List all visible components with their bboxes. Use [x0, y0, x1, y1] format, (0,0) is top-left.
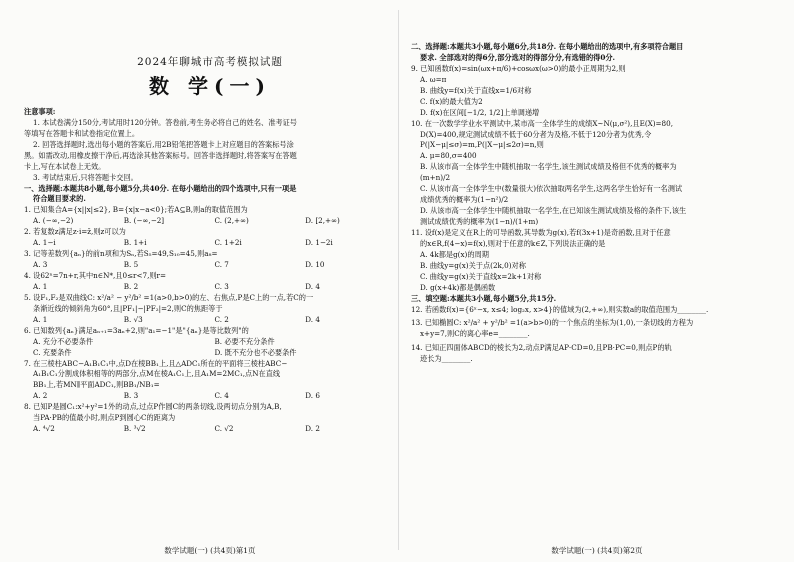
option-b: B. 2: [123, 281, 139, 291]
question-stem: 6. 已知数列{aₙ}满足aₙ₊₁=3aₙ+2,则"a₁=−1"是"{aₙ}是等比数列"的: [24, 325, 249, 335]
option-d-cont: 测试成绩优秀的概率为(1−n)/(1+m): [420, 217, 539, 226]
question-1: [24, 205, 396, 227]
option-a: A. 1−i: [33, 238, 56, 248]
question-stem: 9. 已知函数f(x)=sin(ωx+π/6)+cosωx(ω>0)的最小正周期为2,则: [411, 63, 626, 73]
option-d: D. 10: [305, 260, 325, 270]
question-2: [24, 227, 396, 249]
option-d: D. 既不充分也不必要条件: [214, 347, 297, 357]
notice-line: 黑。如需改动,用橡皮擦干净后,再选涂其他答案标号。回答非选择题时,将答案写在答题: [24, 150, 297, 160]
option-b: B. 1+i: [123, 238, 147, 248]
option-a: A. 充分不必要条件: [33, 336, 94, 346]
page-2: [411, 0, 783, 562]
notice-line: 3. 考试结束后,只将答题卡交回。: [33, 172, 138, 182]
question-9: [411, 64, 783, 119]
option-d: D. 从该市高一全体学生中随机抽取一名学生,在已知该生测试成绩及格的条件下,该生: [420, 206, 687, 216]
question-13: [411, 318, 783, 340]
section-1-heading: 一、选择题:本题共8小题,每小题5分,共40分. 在每小题给出的四个选项中,只有一项是: [24, 183, 297, 193]
option-d: D. [2,+∞): [305, 216, 340, 226]
option-d: D. f(x)在区间[−1/2, 1/2]上单调递增: [420, 107, 540, 117]
option-b: B. 从该市高一全体学生中随机抽取一名学生,该生测试成绩及格但不优秀的概率为: [420, 162, 677, 172]
option-c: C. √2: [214, 424, 234, 434]
option-b: B. 曲线y=g(x)关于点(2k,0)对称: [420, 260, 526, 270]
option-c: C. 7: [214, 260, 229, 270]
section-2-heading: 二、选择题:本题共3小题,每小题6分,共18分. 在每小题给出的选项中,有多项符合题目: [411, 42, 684, 51]
section-1-heading-cont: 符合题目要求的.: [33, 194, 86, 204]
notice-line: 等填写在答题卡和试卷指定位置上。: [24, 128, 140, 138]
question-stem-cont: D(X)=400,规定测试成绩不低于60分者为及格,不低于120分者为优秀,令: [420, 129, 652, 139]
question-10: [411, 119, 783, 228]
question-stem-cont: x+y=7,则C的离心率e=________.: [420, 329, 530, 339]
option-c: C. 4: [214, 391, 229, 401]
question-stem: 8. 已知P是圆C₁:x²+y²=1外的动点,过点P作圆C的两条切线,设两切点分别为A,B,: [24, 402, 282, 412]
section-3-heading: 三、填空题:本题共3小题,每小题5分,共15分.: [411, 293, 557, 303]
question-stem: 2. 若复数z满足z·i=z̄,则z可以为: [24, 227, 126, 237]
page-footer: 数学试题(一) (共4页)第1页: [164, 545, 256, 555]
option-b: B. 3: [123, 391, 139, 401]
option-c: C. 曲线y=g(x)关于直线x=2k+1对称: [420, 271, 542, 281]
section-2-heading-cont: 要求. 全部选对的得6分,部分选对的得部分分,有选错的得0分.: [420, 52, 616, 62]
option-c-cont: 成绩优秀的概率为(1−n²)/2: [420, 195, 509, 205]
question-stem-cont: 当PA·PB的值最小时,则点P到圆心C的距离为: [33, 413, 176, 423]
page-footer: 数学试题(一) (共4页)第2页: [551, 545, 643, 555]
notice-heading: 注意事项:: [24, 106, 56, 116]
option-a: A. 4k都是g(x)的周期: [420, 249, 489, 259]
option-d: D. 1−2i: [305, 238, 333, 248]
option-b: B. ³√2: [123, 424, 146, 434]
question-stem: 13. 已知椭圆C: x²/a² + y²/b² =1(a>b>0)的一个焦点的坐标为(1,0),一条切线的方程为: [411, 318, 694, 328]
option-b: B. 曲线y=f(x)关于直线x=1/6对称: [420, 85, 532, 95]
option-a: A. 2: [33, 391, 48, 401]
option-c: C. f(x)的最大值为2: [420, 96, 483, 106]
question-6: [24, 326, 396, 359]
question-stem-cont: 迹长为________.: [420, 354, 473, 364]
question-8: [24, 402, 396, 435]
option-b: B. (−∞,−2]: [123, 216, 165, 226]
notice-line: 2. 回答选择题时,选出每小题的答案后,用2B铅笔把答题卡上对应题目的答案标号涂: [33, 139, 294, 149]
question-stem-cont: 条渐近线的倾斜角为60°,且|PF₁|−|PF₂|=2,则C的焦距等于: [33, 303, 223, 313]
question-3: [24, 249, 396, 271]
option-c: C. 充要条件: [33, 347, 72, 357]
question-11: [411, 228, 783, 294]
question-7: [24, 359, 396, 403]
option-a: A. 1: [33, 281, 48, 291]
question-stem: 1. 已知集合A={x||x|≤2}, B={x|x−a<0};若A⊆B,则a的取值范围为: [24, 205, 248, 215]
page-1: [24, 0, 396, 562]
option-b: B. √3: [123, 314, 143, 324]
question-stem: 10. 在一次数学学业水平测试中,某市高一全体学生的成绩X~N(μ,σ²),且E(X)=80,: [411, 118, 673, 128]
question-stem: 7. 在三棱柱ABC−A₁B₁C₁中,点D在棱BB₁上,且△ADC₁所在的平面将三棱柱ABC−: [24, 358, 288, 368]
question-stem: 12. 若函数f(x)={6ˣ−x, x≤4; log₂x, x>4}的值域为(2,+∞),则实数a的取值范围为________.: [411, 304, 709, 314]
question-stem: 5. 设F₁,F₂是双曲线C: x²/a² − y²/b² =1(a>0,b>0)的左、右焦点,P是C上的一点,若C的一: [24, 292, 314, 302]
question-stem: 11. 设f(x)是定义在R上的可导函数,其导数为g(x),若f(3x+1)是奇函数,且对于任意: [411, 227, 671, 237]
option-d: D. 4: [305, 314, 320, 324]
option-b: B. 必要不充分条件: [214, 336, 275, 346]
option-a: A. μ=80,σ=400: [420, 151, 477, 161]
question-5: [24, 293, 396, 326]
question-4: [24, 271, 396, 293]
option-d: D. 2: [305, 424, 320, 434]
option-a: A. ⁴√2: [33, 424, 55, 434]
exam-title: 2024年聊城市高考模拟试题: [137, 56, 283, 68]
subject-title: 数 学(一): [149, 73, 271, 98]
option-a: A. 1: [33, 314, 48, 324]
question-stem-cont: A₁B₁C₁分割成体积相等的两部分,点M在棱A₁C₁上,且A₁M=2MC₁,点N在直线: [33, 369, 281, 379]
option-c: C. 3: [214, 281, 229, 291]
question-12: [411, 305, 783, 316]
question-stem-cont: P(|X−μ|≤σ)=m,P(|X−μ|≤2σ)=n,则: [420, 140, 544, 150]
option-d: D. 6: [305, 391, 320, 401]
question-stem-cont: 的x∈R,f(4−x)=f(x),则对于任意的k∈Z,下列说法正确的是: [420, 238, 606, 248]
question-stem: 14. 已知正四面体ABCD的棱长为2,动点P满足AP·CD=0,且PB·PC=0,则点P的轨: [411, 343, 672, 353]
option-c: C. 1+2i: [214, 238, 242, 248]
question-stem-cont: BB₁上,若MN∥平面ADC₁,则BB₁/NB₁=: [33, 380, 160, 390]
option-d: D. 4: [305, 281, 320, 291]
option-a: A. ω=π: [420, 74, 447, 84]
option-a: A. (−∞,−2): [33, 216, 74, 226]
option-d: D. g(x+4k)都是偶函数: [420, 282, 496, 292]
option-c: C. 从该市高一全体学生中(数量很大)依次抽取两名学生,这两名学生恰好有一名测试: [420, 184, 683, 194]
page-divider: [398, 10, 399, 550]
question-stem: 4. 设62ⁿ=7n+r,其中n∈N*,且0≤r<7,则r=: [24, 271, 166, 281]
notice-line: 卡上,写在本试卷上无效。: [24, 161, 106, 171]
option-c: C. (2,+∞): [214, 216, 249, 226]
option-b-cont: (m+n)/2: [420, 173, 451, 183]
option-c: C. 2: [214, 314, 229, 324]
question-14: [411, 343, 783, 365]
option-b: B. 5: [123, 260, 139, 270]
question-stem: 3. 记等差数列{aₙ}的前n项和为Sₙ,若S₅=49,S₁₀=45,则a₈=: [24, 249, 218, 259]
option-a: A. 3: [33, 260, 48, 270]
notice-line: 1. 本试卷满分150分,考试用时120分钟。答卷前,考生务必将自己的姓名、准考证号: [33, 117, 297, 127]
